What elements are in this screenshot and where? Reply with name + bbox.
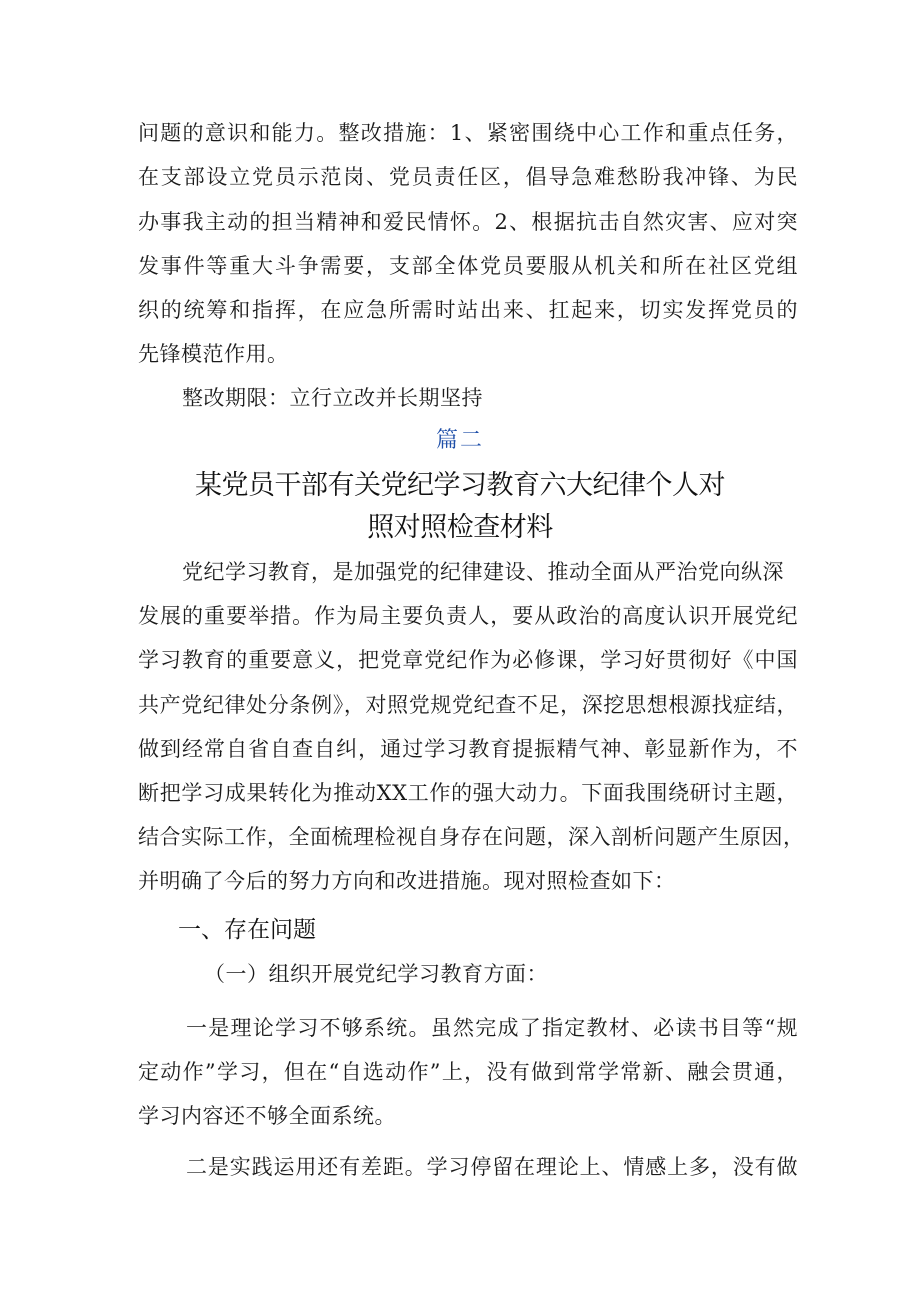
subsection-heading: （一）组织开展党纪学习教育方面： <box>204 962 548 986</box>
section-heading: 一、存在问题 <box>178 917 316 943</box>
document-title-line-2: 照对照检查材料 <box>367 512 553 543</box>
point-line: 学习内容还不够全面系统。 <box>138 1104 396 1128</box>
intro-line: 结合实际工作，全面梳理检视自身存在问题，深入剖析问题产生原因， <box>138 825 805 849</box>
paragraph-line: 织的统筹和指挥，在应急所需时站出来、扛起来，切实发挥党员的 <box>138 298 798 322</box>
intro-line: 断把学习成果转化为推动XX工作的强大动力。下面我围绕研讨主题， <box>138 781 798 805</box>
point-line: 二是实践运用还有差距。学习停留在理论上、情感上多，没有做 <box>186 1155 798 1179</box>
point-line: 定动作”学习，但在“自选动作”上，没有做到常学常新、融会贯通， <box>138 1060 798 1084</box>
intro-line: 做到经常自省自查自纠，通过学习教育提振精气神、彰显新作为，不 <box>138 737 798 761</box>
document-title-line-1: 某党员干部有关党纪学习教育六大纪律个人对 <box>195 470 725 501</box>
paragraph-line: 办事我主动的担当精神和爱民情怀。2、根据抗击自然灾害、应对突 <box>138 210 798 234</box>
paragraph-line: 发事件等重大斗争需要，支部全体党员要服从机关和所在社区党组 <box>138 254 798 278</box>
paragraph-line: 在支部设立党员示范岗、党员责任区，倡导急难愁盼我冲锋、为民 <box>138 165 798 189</box>
intro-line: 党纪学习教育，是加强党的纪律建设、推动全面从严治党向纵深 <box>182 560 784 584</box>
paragraph-line: 先锋模范作用。 <box>138 342 289 366</box>
section-marker: 篇二 <box>435 428 484 453</box>
intro-line: 学习教育的重要意义，把党章党纪作为必修课，学习好贯彻好《中国 <box>138 648 798 672</box>
intro-line: 发展的重要举措。作为局主要负责人，要从政治的高度认识开展党纪 <box>138 604 798 628</box>
point-line: 一是理论学习不够系统。虽然完成了指定教材、必读书目等“规 <box>186 1016 798 1040</box>
deadline-line: 整改期限：立行立改并长期坚持 <box>182 386 483 410</box>
paragraph-line: 问题的意识和能力。整改措施：1、紧密围绕中心工作和重点任务， <box>138 121 798 145</box>
intro-line: 共产党纪律处分条例》，对照党规党纪查不足，深挖思想根源找症结， <box>138 693 798 717</box>
intro-line: 并明确了今后的努力方向和改进措施。现对照检查如下： <box>138 869 676 893</box>
